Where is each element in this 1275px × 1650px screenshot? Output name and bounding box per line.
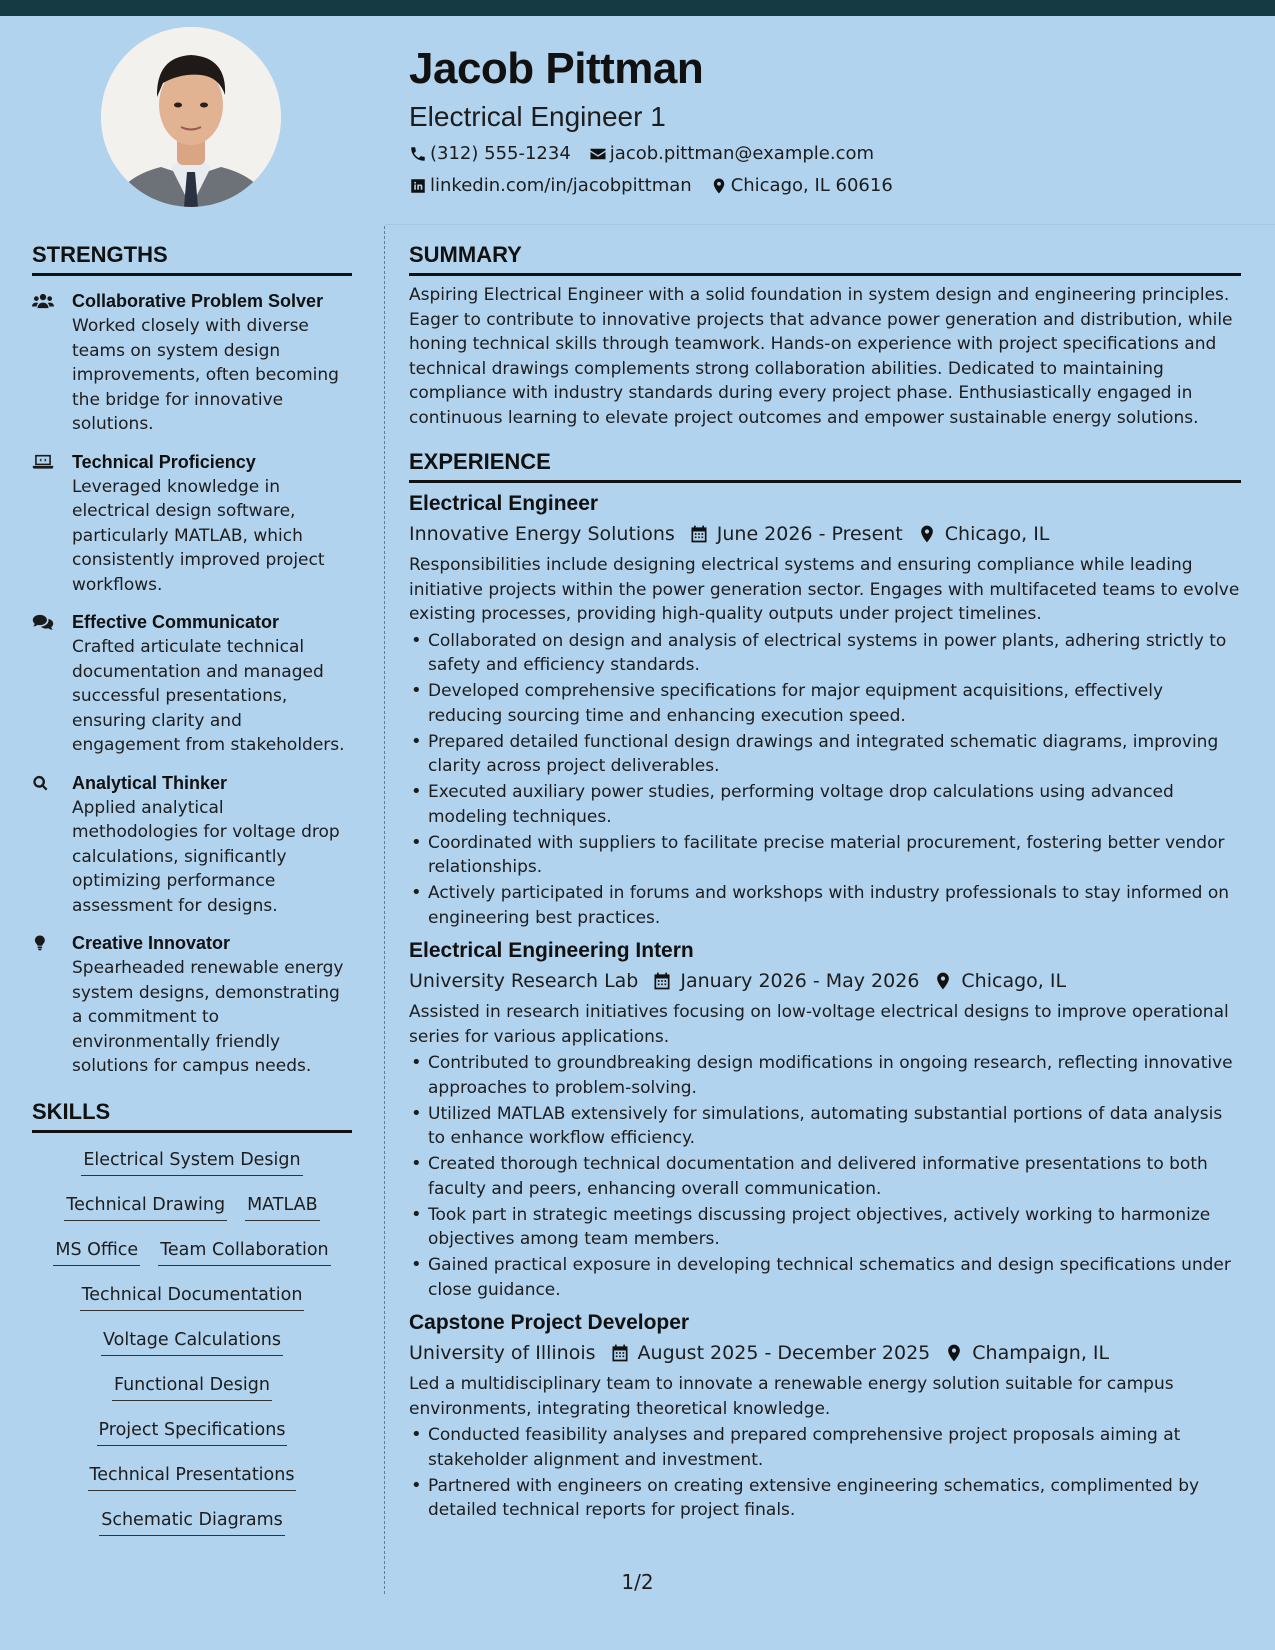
job-bullet: • Created thorough technical documentation and delivered informative presentations to both faculty and peers, enhancing overall communication. — [409, 1152, 1241, 1201]
job-description: Assisted in research initiatives focusing on low-voltage electrical designs to improve operational series for various applications. — [409, 1002, 1229, 1047]
job-bullet: • Utilized MATLAB extensively for simulations, automating substantial portions of data analysis to enhance workflow efficiency. — [409, 1102, 1241, 1151]
strength-item — [32, 449, 352, 598]
summary-text: Aspiring Electrical Engineer with a solid foundation in system design and engineering principles. Eager to contribute to innovative projects that advance power generation and distribution, while honing technical skills through teamwork. Hands-on experience with project specifications and technical drawings complements strong collaboration abilities. Dedicated to maintaining compliance with industry standards during every project phase. Enthusiastically engaged in continuous learning to elevate project outcomes and empower sustainable energy solutions. — [409, 285, 1233, 428]
skills-section — [32, 1097, 352, 1546]
job-company: University of Illinois — [409, 1342, 596, 1364]
strength-desc: Crafted articulate technical documentation and managed successful presentations, ensuring clarity and engagement from stakeholders. — [72, 637, 345, 755]
strength-desc: Leveraged knowledge in electrical design software, particularly MATLAB, which consistently improved project workflows. — [72, 476, 325, 595]
job-bullet: • Contributed to groundbreaking design modifications in ongoing research, reflecting innovative approaches to problem-solving. — [409, 1051, 1241, 1100]
calendar-icon — [689, 524, 709, 544]
phone-icon — [409, 145, 427, 163]
email-text: jacob.pittman@example.com — [609, 143, 875, 164]
job-bullet: • Gained practical exposure in developing technical schematics and design specifications under close guidance. — [409, 1253, 1241, 1302]
users-icon — [32, 292, 54, 310]
strength-item — [32, 609, 352, 758]
calendar-icon — [652, 971, 672, 991]
job-bullet: • Partnered with engineers on creating extensive engineering schematics, complimented by detailed technical reports for project finals. — [409, 1474, 1241, 1523]
strength-desc: Spearheaded renewable energy system designs, demonstrating a commitment to environmentally friendly solutions for campus needs. — [72, 958, 344, 1076]
skill-tag: Team Collaboration — [158, 1238, 330, 1266]
strength-item — [32, 930, 352, 1079]
strengths-heading: STRENGTHS — [32, 240, 352, 276]
job-title: Electrical Engineering Intern — [409, 939, 694, 962]
job-location: Chicago, IL — [961, 970, 1067, 992]
location-text: Chicago, IL 60616 — [730, 175, 893, 196]
location-contact — [710, 170, 893, 202]
job-entry — [409, 937, 1241, 1302]
skill-tag: Technical Documentation — [80, 1283, 305, 1311]
left-column — [32, 240, 352, 1546]
job-location: Chicago, IL — [944, 523, 1050, 545]
phone-text: (312) 555-1234 — [430, 143, 571, 164]
skill-tag: Voltage Calculations — [101, 1328, 283, 1356]
contact-row-2 — [409, 170, 1229, 202]
profile-photo — [101, 27, 281, 207]
candidate-title: Electrical Engineer 1 — [409, 101, 666, 132]
strength-title: Creative Innovator — [72, 933, 231, 953]
search-icon — [32, 774, 54, 792]
job-company: University Research Lab — [409, 970, 639, 992]
phone-contact[interactable] — [409, 138, 571, 170]
job-bullet: • Coordinated with suppliers to facilitate precise material procurement, fostering better vendor relationships. — [409, 831, 1241, 880]
job-title: Electrical Engineer — [409, 492, 599, 515]
envelope-icon — [589, 145, 607, 163]
column-divider — [384, 226, 385, 1594]
contact-row-1 — [409, 138, 1229, 170]
skill-tag: MS Office — [53, 1238, 140, 1266]
job-location: Champaign, IL — [972, 1342, 1110, 1364]
job-dates: June 2026 - Present — [716, 523, 903, 545]
candidate-name: Jacob Pittman — [409, 44, 704, 93]
experience-heading: EXPERIENCE — [409, 447, 1241, 483]
job-bullet: • Conducted feasibility analyses and prepared comprehensive project proposals aiming at stakeholder alignment and investment. — [409, 1423, 1241, 1472]
job-bullet: • Took part in strategic meetings discussing project objectives, actively working to harmonize objectives among team members. — [409, 1203, 1241, 1252]
calendar-icon — [610, 1343, 630, 1363]
job-bullets — [409, 629, 1241, 931]
job-title: Capstone Project Developer — [409, 1311, 690, 1334]
job-description: Responsibilities include designing electrical systems and ensuring compliance while leading initiative projects within the power generation sector. Engages with multifaceted teams to evolve existing processes, providing high-quality outputs under project timelines. — [409, 555, 1240, 624]
linkedin-contact[interactable] — [409, 170, 692, 202]
strength-title: Technical Proficiency — [72, 451, 256, 472]
job-bullets — [409, 1423, 1241, 1523]
skill-tag: Schematic Diagrams — [99, 1508, 285, 1536]
map-marker-icon — [944, 1343, 964, 1363]
email-contact[interactable] — [589, 138, 874, 170]
skill-tag: Technical Drawing — [64, 1193, 227, 1221]
job-entry — [409, 490, 1241, 930]
linkedin-icon — [409, 177, 427, 195]
strength-item — [32, 770, 352, 919]
job-bullet: • Collaborated on design and analysis of electrical systems in power plants, adhering strictly to safety and efficiency standards. — [409, 629, 1241, 678]
map-marker-icon — [917, 524, 937, 544]
laptop-code-icon — [32, 453, 54, 471]
page-number: 1/2 — [621, 1570, 654, 1594]
skill-tag: Technical Presentations — [88, 1463, 297, 1491]
job-bullet: • Developed comprehensive specifications for major equipment acquisitions, effectively reducing sourcing time and enhancing execution speed. — [409, 679, 1241, 728]
skill-tag: Functional Design — [112, 1373, 272, 1401]
strength-title: Effective Communicator — [72, 612, 280, 632]
lightbulb-icon — [32, 934, 54, 952]
job-meta — [409, 1338, 1241, 1368]
resume-header — [409, 40, 1229, 202]
job-meta — [409, 966, 1241, 996]
job-bullet: • Executed auxiliary power studies, performing voltage drop calculations using advanced modeling techniques. — [409, 780, 1241, 829]
strength-title: Analytical Thinker — [72, 772, 228, 793]
summary-heading: SUMMARY — [409, 240, 1241, 276]
job-bullet: • Prepared detailed functional design drawings and integrated schematic diagrams, improving clarity across project deliverables. — [409, 730, 1241, 779]
linkedin-text: linkedin.com/in/jacobpittman — [430, 175, 692, 196]
strength-title: Collaborative Problem Solver — [72, 291, 324, 311]
job-dates: August 2025 - December 2025 — [637, 1342, 931, 1364]
job-bullets — [409, 1051, 1241, 1302]
strength-desc: Worked closely with diverse teams on system design improvements, often becoming the bridge for innovative solutions. — [72, 316, 339, 434]
job-dates: January 2026 - May 2026 — [680, 970, 920, 992]
skill-tag: MATLAB — [245, 1193, 320, 1221]
job-meta — [409, 519, 1241, 549]
skill-tag: Project Specifications — [97, 1418, 288, 1446]
skills-heading: SKILLS — [32, 1097, 352, 1133]
header-divider — [385, 224, 1275, 225]
map-marker-icon — [933, 971, 953, 991]
job-entry — [409, 1309, 1241, 1523]
strength-desc: Applied analytical methodologies for voltage drop calculations, significantly optimizing performance assessment for designs. — [72, 797, 340, 916]
top-accent-bar — [0, 0, 1275, 16]
job-company: Innovative Energy Solutions — [409, 523, 675, 545]
job-description: Led a multidisciplinary team to innovate a renewable energy solution suitable for campus environments, integrating theoretical knowledge. — [409, 1374, 1174, 1419]
comments-icon — [32, 613, 54, 631]
map-marker-icon — [710, 177, 728, 195]
strength-item — [32, 288, 352, 437]
skill-tag: Electrical System Design — [81, 1148, 302, 1176]
right-column — [409, 240, 1241, 1524]
job-bullet: • Actively participated in forums and workshops with industry professionals to stay informed on engineering best practices. — [409, 881, 1241, 930]
